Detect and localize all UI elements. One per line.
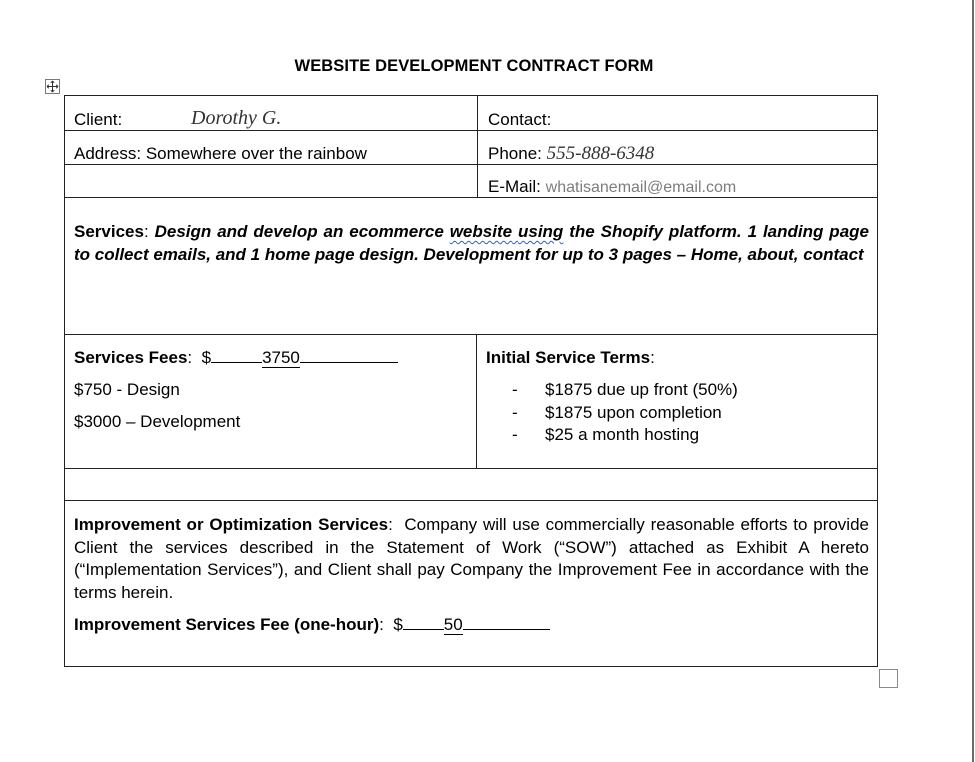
table-move-handle[interactable]: [45, 79, 60, 94]
services-paragraph: Services: Design and develop an ecommerce website using the Shopify platform. 1 landing page to collect emails, and 1 home page design. Development for up to 3 pages – Home, about, contact: [74, 222, 869, 264]
email-label: E-Mail:: [488, 177, 541, 196]
row-divider: [64, 164, 878, 165]
row-divider: [64, 334, 878, 335]
column-divider: [476, 334, 477, 469]
phone-value[interactable]: 555-888-6348: [546, 143, 655, 164]
fee-amount[interactable]: 3750: [262, 348, 300, 367]
table-resize-handle[interactable]: [879, 669, 898, 688]
document-title: WEBSITE DEVELOPMENT CONTRACT FORM: [294, 57, 654, 75]
client-value[interactable]: Dorothy G.: [191, 107, 282, 129]
row-divider: [64, 197, 878, 198]
email-field: [488, 177, 736, 198]
bullet-dash: -: [512, 425, 518, 444]
row-divider: [64, 468, 878, 469]
services-text: Design and develop an ecommerce: [154, 222, 450, 241]
improvement-fee-line: Improvement Services Fee (one-hour): $ 50: [74, 615, 550, 635]
fee-development-line: $3000 – Development: [74, 412, 241, 431]
window-edge: [972, 0, 974, 762]
improvement-fee-amount[interactable]: 50: [443, 615, 463, 634]
email-value[interactable]: whatisanemail@email.com: [545, 179, 737, 196]
improvement-paragraph: Improvement or Optimization Services: Company will use commercially reasonable efforts to provide Client the services described in the Statement of Work (“SOW”) attached as Exhibit A hereto (“Implementation Services”), and Client shall pay Company the Improvement Fee in accordance with the terms herein.: [74, 515, 869, 602]
address-field: [74, 144, 367, 164]
fee-design-line: $750 - Design: [74, 380, 180, 399]
improvement-text: Company will use commercially reasonable efforts to provide Client the services described in the Statement of Work (“SOW”) attached as Exhibit A hereto (“Implementation Services”), and Client shall pay Company the Improvement Fee in accordance with the terms herein.: [74, 515, 869, 602]
client-label: Client:: [74, 110, 123, 129]
term-item: $1875 upon completion: [545, 403, 722, 422]
service-terms-line: Initial Service Terms:: [486, 348, 655, 367]
move-arrows-icon: [46, 80, 59, 93]
address-value[interactable]: Somewhere over the rainbow: [145, 144, 367, 163]
grammar-flagged-word[interactable]: website: [449, 222, 513, 241]
row-divider: [64, 130, 878, 131]
services-fees-line: Services Fees: $ 3750: [74, 348, 398, 368]
bullet-dash: -: [512, 403, 518, 422]
service-terms-label: Initial Service Terms: [486, 348, 651, 367]
bullet-dash: -: [512, 380, 518, 399]
address-label: Address:: [74, 144, 142, 163]
services-label: Services: [74, 222, 144, 241]
improvement-fee-label: Improvement Services Fee (one-hour): [74, 615, 380, 634]
improvement-label: Improvement or Optimization Services: [74, 515, 389, 534]
term-item: $25 a month hosting: [545, 425, 700, 444]
phone-field: [488, 144, 654, 164]
term-item: $1875 due up front (50%): [545, 380, 738, 399]
improvement-fee-currency: $: [393, 615, 403, 634]
services-fees-label: Services Fees: [74, 348, 188, 367]
row-divider: [64, 500, 878, 501]
services-text: the Shopify platform. 1 landing page to collect emails, and 1 home page design. Development for up to 3 pages – Home, about, contact: [74, 222, 869, 264]
grammar-flagged-word[interactable]: using: [517, 222, 564, 241]
fee-currency: $: [201, 348, 212, 367]
column-divider: [477, 95, 478, 198]
contact-label: Contact:: [488, 110, 552, 129]
phone-label: Phone:: [488, 144, 542, 163]
